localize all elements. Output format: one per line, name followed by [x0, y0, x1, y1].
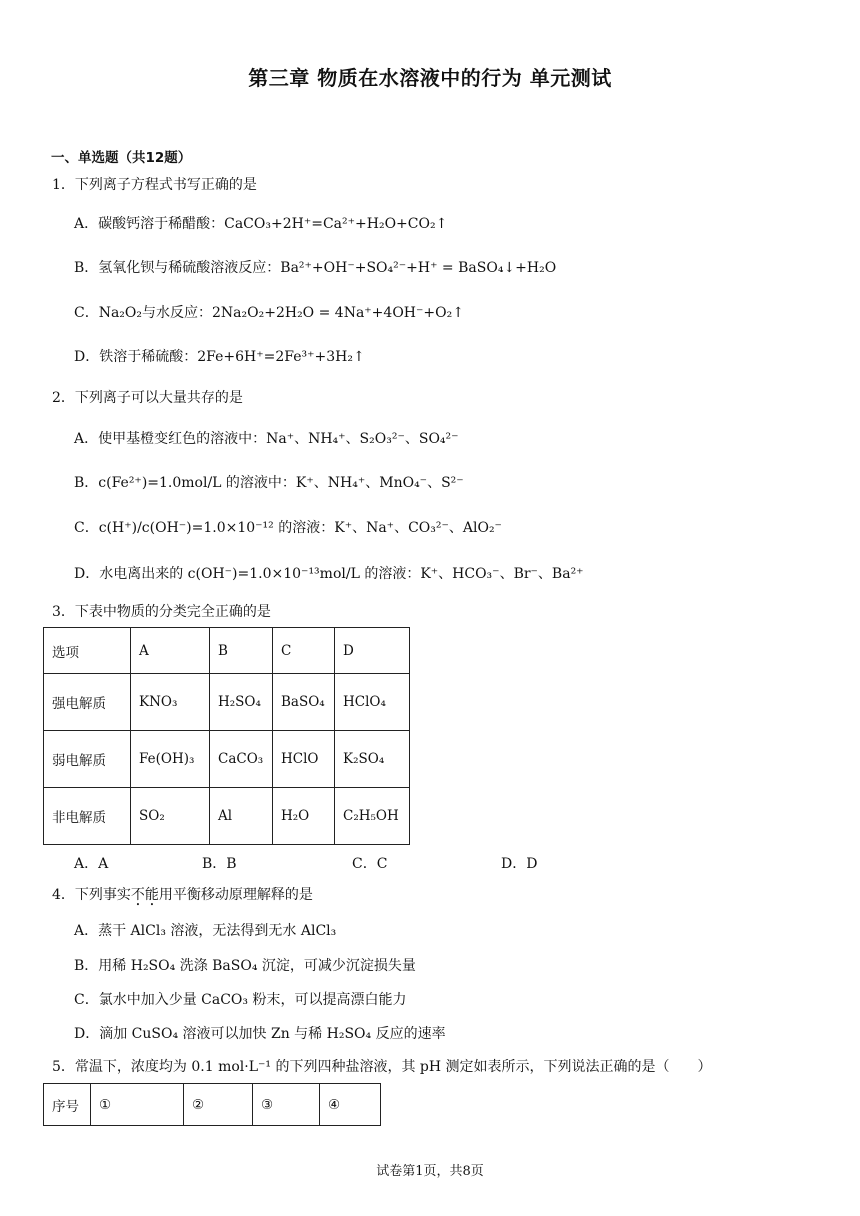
q2-option-a: A．使甲基橙变红色的溶液中：Na⁺、NH₄⁺、S₂O₃²⁻、SO₄²⁻ [74, 431, 459, 447]
table-cell: A [131, 628, 210, 674]
page-footer: 试卷第1页，共8页 [376, 1164, 484, 1179]
table-cell: D [335, 628, 410, 674]
q4-stem-suffix: 用平衡移动原理解释的是 [158, 887, 313, 903]
q1-option-d-label: D．铁溶于稀硫酸： [74, 349, 198, 365]
page-title: 第三章 物质在水溶液中的行为 单元测试 [248, 66, 612, 90]
q5-ph-table [43, 1083, 381, 1126]
table-cell: KNO₃ [131, 674, 210, 731]
table-cell: 非电解质 [44, 788, 131, 845]
question-2-stem: 2．下列离子可以大量共存的是 [52, 390, 243, 406]
table-cell: SO₂ [131, 788, 210, 845]
q1-option-b-equation: Ba²⁺+OH⁻+SO₄²⁻+H⁺ = BaSO₄↓+H₂O [280, 260, 557, 276]
q1-option-a-label: A．碳酸钙溶于稀醋酸： [74, 216, 225, 232]
table-header-row [44, 1084, 381, 1126]
q3-classification-table [43, 627, 410, 845]
table-cell: ④ [320, 1084, 381, 1126]
table-cell: C₂H₅OH [335, 788, 410, 845]
table-cell: ② [184, 1084, 253, 1126]
q1-option-d [74, 346, 365, 366]
table-cell: BaSO₄ [273, 674, 335, 731]
q4-stem-prefix: 4．下列事实 [52, 887, 131, 903]
q1-option-b-label: B．氢氧化钡与稀硫酸溶液反应： [74, 260, 281, 276]
q4-option-c: C．氯水中加入少量 CaCO₃ 粉末，可以提高漂白能力 [74, 992, 407, 1008]
table-row [44, 674, 410, 731]
table-row [44, 731, 410, 788]
q1-option-b [74, 257, 556, 277]
table-cell: C [273, 628, 335, 674]
table-cell: 强电解质 [44, 674, 131, 731]
table-cell: 序号 [44, 1084, 91, 1126]
q3-choice-a: A．A [74, 856, 109, 872]
q2-option-b: B．c(Fe²⁺)=1.0mol/L 的溶液中：K⁺、NH₄⁺、MnO₄⁻、S²⁻ [74, 475, 464, 491]
q4-option-a: A．蒸干 AlCl₃ 溶液，无法得到无水 AlCl₃ [74, 923, 337, 939]
q4-option-b: B．用稀 H₂SO₄ 洗涤 BaSO₄ 沉淀，可减少沉淀损失量 [74, 958, 416, 974]
table-cell: B [210, 628, 273, 674]
q4-option-d: D．滴加 CuSO₄ 溶液可以加快 Zn 与稀 H₂SO₄ 反应的速率 [74, 1026, 446, 1042]
table-cell: ③ [253, 1084, 320, 1126]
table-cell: 弱电解质 [44, 731, 131, 788]
table-cell: HClO [273, 731, 335, 788]
table-cell: HClO₄ [335, 674, 410, 731]
table-cell: Al [210, 788, 273, 845]
q2-option-d: D．水电离出来的 c(OH⁻)=1.0×10⁻¹³mol/L 的溶液：K⁺、HCO₃⁻、Br⁻、Ba²⁺ [74, 566, 584, 582]
table-cell: 选项 [44, 628, 131, 674]
q4-stem-emphasis-2: 能 [144, 887, 159, 903]
q1-option-c-equation: 2Na₂O₂+2H₂O = 4Na⁺+4OH⁻+O₂↑ [212, 305, 464, 321]
table-cell: H₂SO₄ [210, 674, 273, 731]
q1-option-c [74, 302, 464, 322]
table-cell: H₂O [273, 788, 335, 845]
table-row [44, 788, 410, 845]
q4-stem-emphasis-1: 不 [130, 887, 145, 903]
q1-option-d-equation: 2Fe+6H⁺=2Fe³⁺+3H₂↑ [197, 349, 365, 365]
table-header-row [44, 628, 410, 674]
q3-choice-d: D．D [501, 856, 538, 872]
question-5-stem: 5．常温下，浓度均为 0.1 mol·L⁻¹ 的下列四种盐溶液，其 pH 测定如表所示，下列说法正确的是（ ） [52, 1059, 712, 1075]
q3-choice-c: C．C [352, 856, 388, 872]
q2-option-c: C．c(H⁺)/c(OH⁻)=1.0×10⁻¹² 的溶液：K⁺、Na⁺、CO₃²⁻、AlO₂⁻ [74, 520, 502, 536]
table-cell: ① [91, 1084, 184, 1126]
section-heading: 一、单选题（共12题） [51, 150, 192, 166]
q3-choice-b: B．B [202, 856, 237, 872]
q1-option-a-equation: CaCO₃+2H⁺=Ca²⁺+H₂O+CO₂↑ [224, 216, 448, 232]
q1-option-a [74, 213, 447, 233]
q1-option-c-label: C．Na₂O₂与水反应： [74, 305, 213, 321]
question-4-stem [52, 884, 313, 904]
table-cell: Fe(OH)₃ [131, 731, 210, 788]
question-1-stem: 1．下列离子方程式书写正确的是 [52, 177, 257, 193]
table-cell: K₂SO₄ [335, 731, 410, 788]
table-cell: CaCO₃ [210, 731, 273, 788]
q3-choices [74, 853, 594, 873]
question-3-stem: 3．下表中物质的分类完全正确的是 [52, 604, 271, 620]
